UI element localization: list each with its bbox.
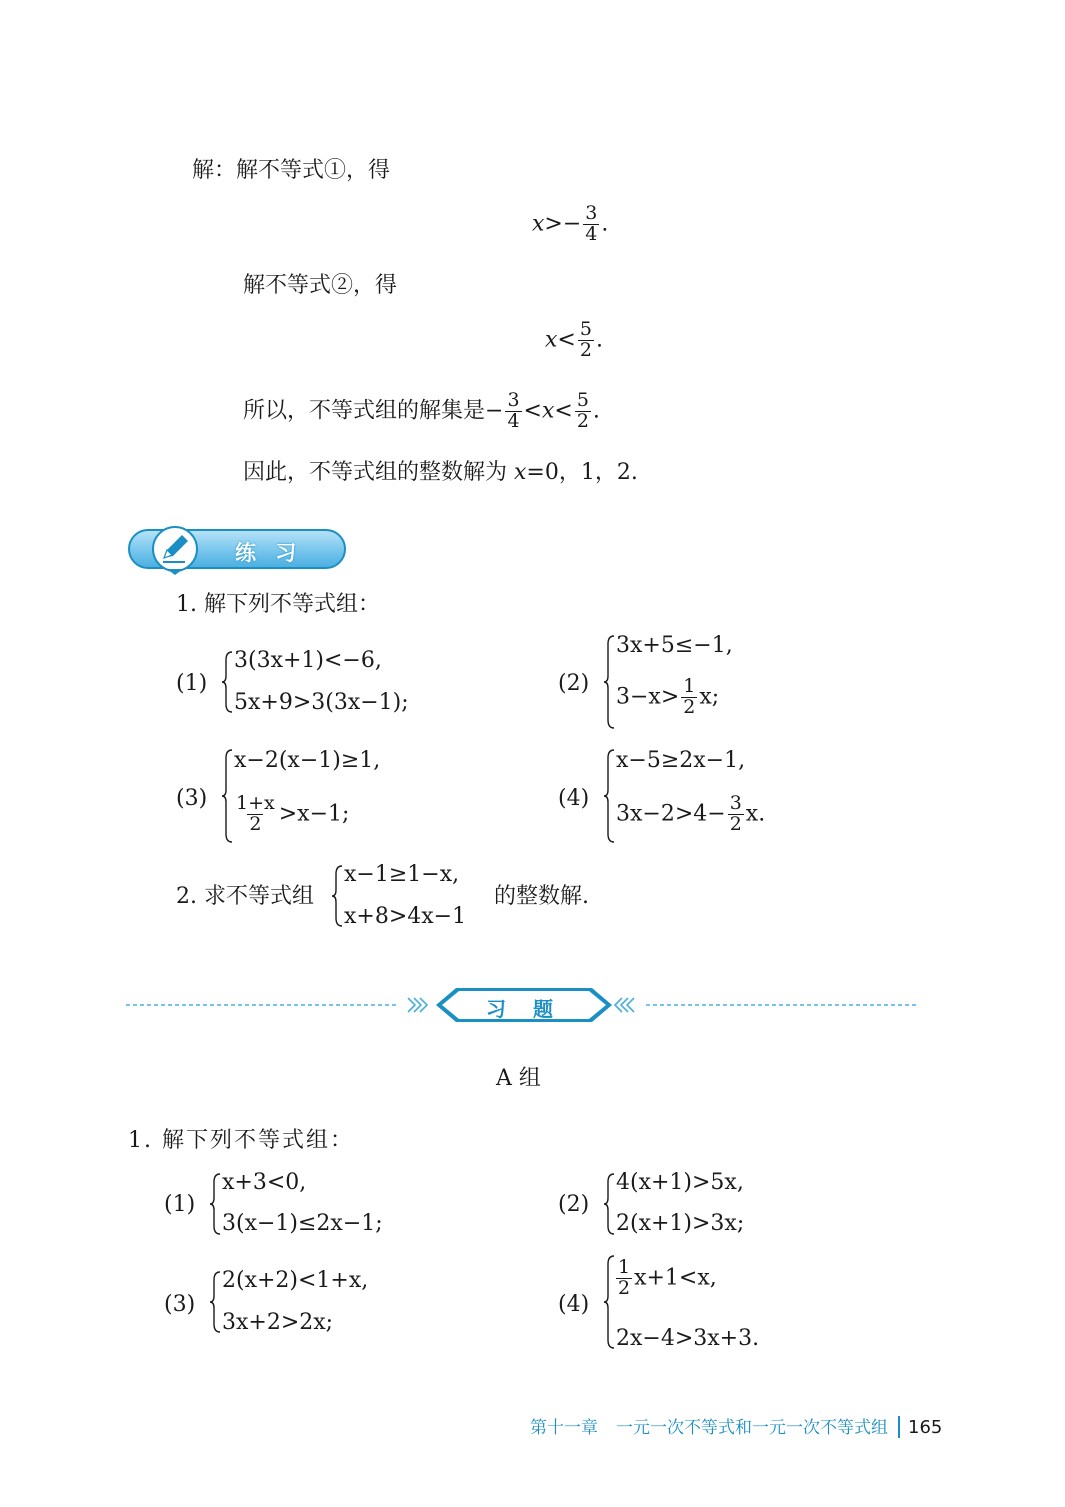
result-1-fraction — [583, 204, 599, 245]
exercise-item-4-row-2: 2x−4>3x+3. — [616, 1326, 760, 1351]
exercise-item-2-label: (2) — [558, 1192, 590, 1217]
frac-numerator: 3 — [585, 202, 598, 224]
row-text: x+1<x, — [634, 1265, 717, 1291]
frac-denominator: 2 — [729, 812, 742, 835]
frac-numerator: 3 — [507, 389, 520, 411]
practice-q2-row-2: x+8>4x−1 — [344, 904, 467, 929]
exercise-item-3-label: (3) — [164, 1292, 196, 1317]
frac-denominator: 4 — [585, 222, 598, 245]
exercise-item-1-row-2: 3(x−1)≤2x−1; — [222, 1211, 383, 1236]
result-2 — [545, 320, 603, 361]
exercises-q1: 1. 解下列不等式组： — [128, 1128, 354, 1153]
practice-item-2-row-2 — [616, 677, 719, 718]
footer-chapter-title: 一元一次不等式和一元一次不等式组 — [616, 1418, 888, 1438]
practice-item-4-row-2 — [616, 794, 765, 835]
exercises-banner — [126, 986, 916, 1026]
result-2-op: < — [557, 327, 576, 353]
practice-q2-prefix: 2. 求不等式组 — [176, 884, 314, 909]
system-brace — [330, 864, 344, 928]
exercise-item-2-row-2: 2(x+1)>3x; — [616, 1211, 745, 1236]
practice-item-4-label: (4) — [558, 786, 590, 811]
group-a-heading: A 组 — [496, 1066, 541, 1091]
exercise-item-4-label: (4) — [558, 1292, 590, 1317]
integer-prefix: 因此，不等式组的整数解为 — [243, 460, 514, 485]
conclusion-fraction-1 — [505, 391, 521, 432]
integer-var: x — [514, 460, 527, 485]
exercise-item-3-row-2: 3x+2>2x; — [222, 1310, 334, 1335]
row-fraction — [681, 677, 697, 718]
exercise-item-1-label: (1) — [164, 1192, 196, 1217]
system-brace — [208, 1270, 222, 1334]
system-brace — [602, 748, 616, 844]
result-1 — [532, 204, 608, 245]
system-brace — [220, 650, 234, 714]
practice-item-1-row-1: 3(3x+1)<−6, — [234, 648, 382, 673]
solution-step-2: 解不等式②，得 — [243, 273, 398, 298]
practice-banner — [127, 524, 349, 576]
frac-denominator: 2 — [683, 695, 696, 718]
row-text: x; — [699, 684, 720, 710]
footer-chapter: 第十一章 — [530, 1418, 598, 1438]
conclusion-op-1: < — [523, 398, 542, 424]
page-footer — [530, 1413, 942, 1438]
frac-denominator: 2 — [618, 1276, 631, 1299]
result-2-fraction — [578, 320, 594, 361]
frac-numerator: 1+x — [236, 792, 275, 814]
practice-q2-suffix: 的整数解. — [494, 884, 589, 909]
exercises-banner-label: 习 题 — [486, 997, 563, 1021]
system-brace — [602, 1172, 616, 1236]
chevron-right-icon — [408, 998, 427, 1012]
conclusion-prefix: 所以，不等式组的解集是− — [243, 398, 504, 424]
result-1-op: >− — [544, 211, 582, 237]
frac-numerator: 3 — [729, 792, 742, 814]
exercise-item-1-row-1: x+3<0, — [222, 1170, 307, 1195]
frac-denominator: 2 — [249, 812, 262, 835]
conclusion-fraction-2 — [575, 391, 591, 432]
row-fraction — [234, 794, 277, 835]
result-1-end: . — [601, 211, 609, 237]
frac-denominator: 2 — [576, 409, 589, 432]
integer-values: =0，1，2. — [526, 460, 638, 485]
row-fraction — [728, 794, 744, 835]
practice-item-3-label: (3) — [176, 786, 208, 811]
frac-numerator: 1 — [618, 1256, 631, 1278]
frac-denominator: 2 — [579, 338, 592, 361]
solution-integer-answer — [243, 462, 638, 484]
row-text: >x−1; — [278, 801, 350, 827]
solution-conclusion — [243, 391, 600, 432]
practice-banner-label: 练 习 — [235, 541, 303, 565]
footer-divider — [898, 1416, 900, 1438]
frac-numerator: 5 — [579, 318, 592, 340]
conclusion-op-2: < — [554, 398, 573, 424]
solution-intro: 解：解不等式①，得 — [192, 158, 391, 183]
practice-item-4-row-1: x−5≥2x−1, — [616, 748, 746, 773]
practice-item-3-row-2 — [232, 794, 349, 835]
practice-q2-row-1: x−1≥1−x, — [344, 862, 460, 887]
result-1-var: x — [532, 211, 545, 237]
exercise-item-2-row-1: 4(x+1)>5x, — [616, 1170, 744, 1195]
row-fraction — [616, 1258, 632, 1299]
practice-item-3-row-1: x−2(x−1)≥1, — [234, 748, 381, 773]
practice-item-2-row-1: 3x+5≤−1, — [616, 633, 733, 658]
exercise-item-4-row-1 — [614, 1258, 717, 1299]
exercise-item-3-row-1: 2(x+2)<1+x, — [222, 1268, 369, 1293]
frac-numerator: 5 — [576, 389, 589, 411]
conclusion-var: x — [541, 398, 555, 424]
result-2-end: . — [595, 327, 603, 353]
result-2-var: x — [545, 327, 558, 353]
chevron-left-icon — [615, 998, 634, 1012]
row-text: 3x−2>4− — [616, 801, 726, 827]
system-brace — [208, 1172, 222, 1236]
practice-item-1-row-2: 5x+9>3(3x−1); — [234, 690, 409, 715]
row-text: 3−x> — [616, 684, 680, 710]
practice-item-1-label: (1) — [176, 671, 208, 696]
page-number: 165 — [908, 1417, 943, 1438]
row-text: x. — [745, 801, 766, 827]
conclusion-end: . — [592, 398, 600, 424]
system-brace — [602, 634, 616, 730]
frac-numerator: 1 — [683, 675, 696, 697]
practice-q1: 1. 解下列不等式组： — [176, 592, 380, 617]
practice-item-2-label: (2) — [558, 671, 590, 696]
frac-denominator: 4 — [507, 409, 520, 432]
